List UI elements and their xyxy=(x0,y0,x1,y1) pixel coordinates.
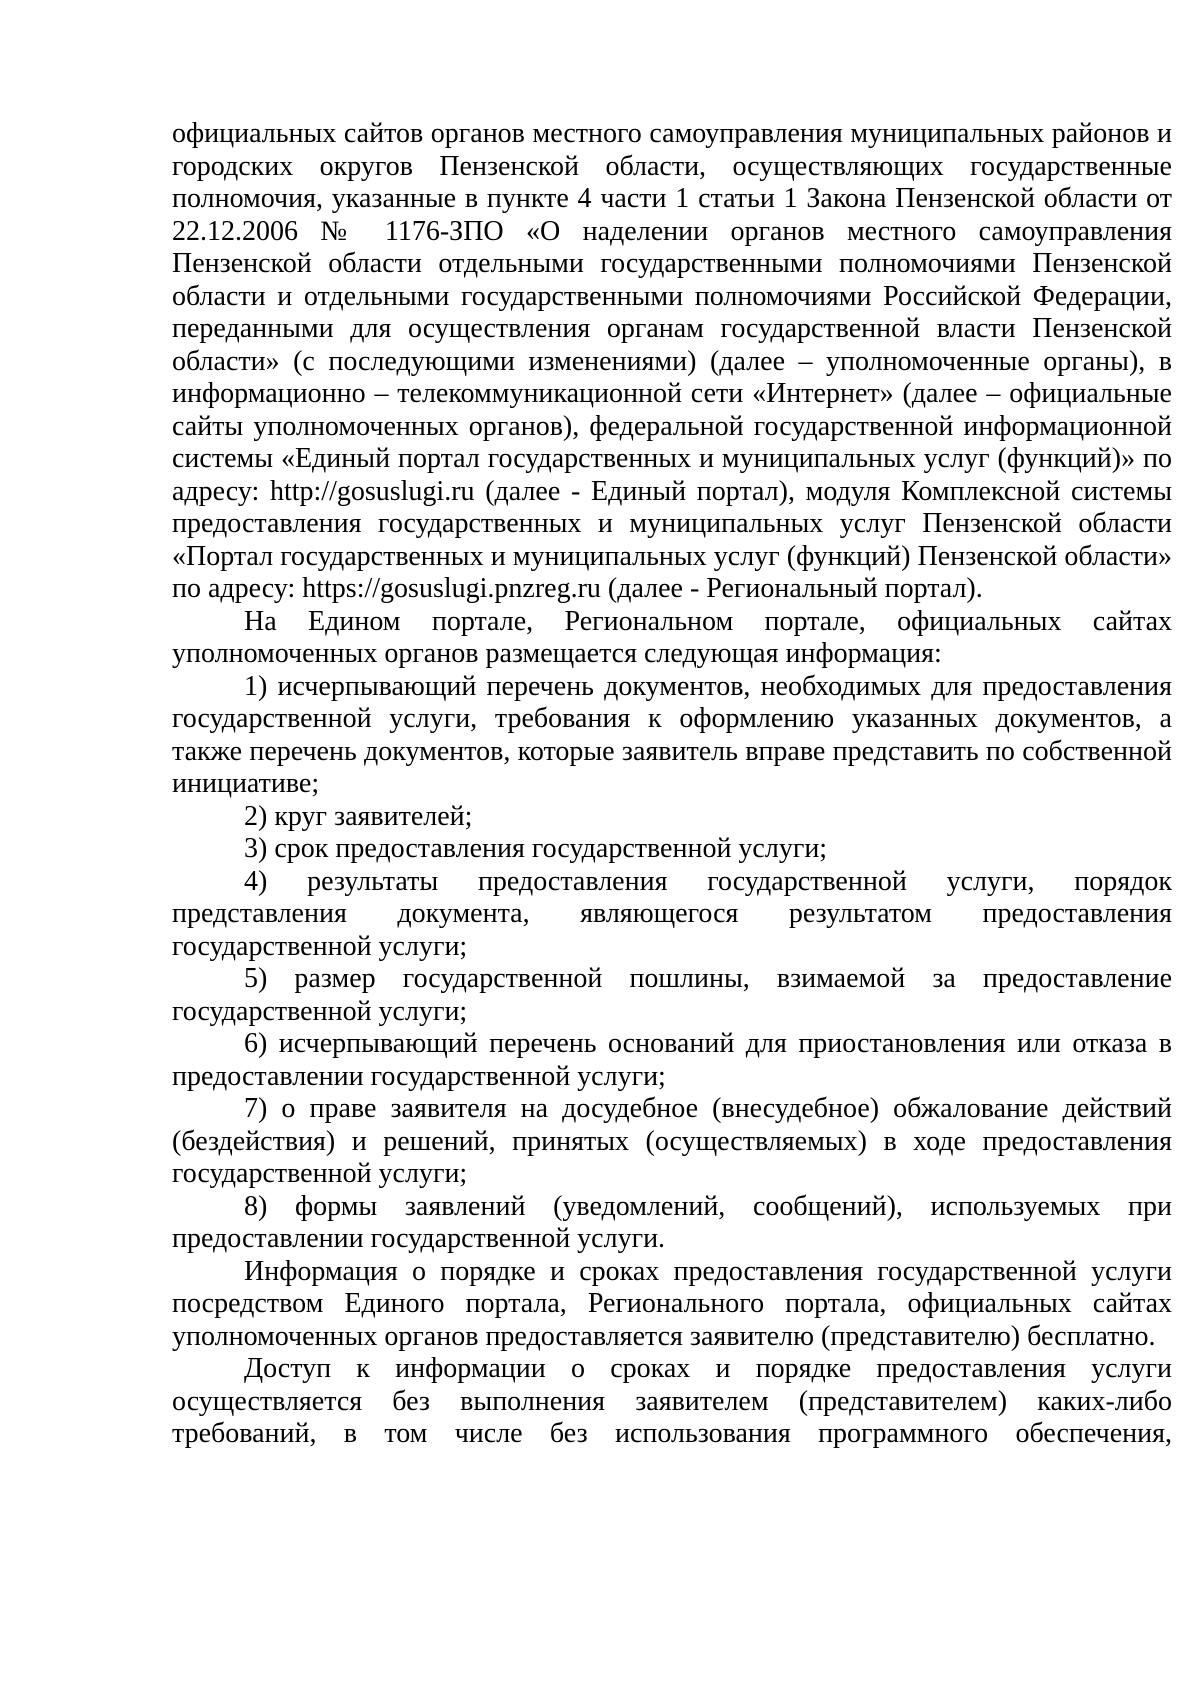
list-item-fee: 5) размер государственной пошлины, взимаемой за предоставление государственной услуги; xyxy=(172,963,1172,1027)
document-page xyxy=(172,118,1172,1451)
paragraph-free-info: Информация о порядке и сроках предоставления государственной услуги посредством Единого портала, Регионального портала, официальных сайтах уполномоченных органов предоставляется заявителю (представителю) бесплатно. xyxy=(172,1255,1172,1352)
list-item-applicants: 2) круг заявителей; xyxy=(244,800,473,832)
paragraph-info-intro: На Едином портале, Региональном портале, официальных сайтах уполномоченных органов размещается следующая информация: xyxy=(172,605,1172,669)
paragraph-intro-continuation: официальных сайтов органов местного самоуправления муниципальных районов и городских округов Пензенской области, осуществляющих государственные полномочия, указанные в пункте 4 части 1 статьи 1 Закона Пензенской области от 22.12.2006 № 1176-ЗПО «О наделении органов местного самоуправления Пензенской области отдельными государственными полномочиями Пензенской области и отдельными государственными полномочиями Российской Федерации, переданными для осуществления органам государственной власти Пензенской области» (с последующими изменениями) (далее – уполномоченные органы), в информационно – телекоммуникационной сети «Интернет» (далее – официальные сайты уполномоченных органов), федеральной государственной информационной системы «Единый портал государственных и муниципальных услуг (функций)» по адресу: http://gosuslugi.ru (далее - Единый портал), модуля Комплексной системы предоставления государственных и муниципальных услуг Пензенской области «Портал государственных и муниципальных услуг (функций) Пензенской области» по адресу: https://gosuslugi.pnzreg.ru (далее - Региональный портал). xyxy=(172,118,1172,604)
list-item-forms: 8) формы заявлений (уведомлений, сообщений), используемых при предоставлении государственной услуги. xyxy=(172,1190,1172,1254)
paragraph-access: Доступ к информации о сроках и порядке предоставления услуги осуществляется без выполнения заявителем (представителем) каких-либо требований, в том числе без использования программного обеспечения, xyxy=(172,1353,1172,1449)
list-item-term: 3) срок предоставления государственной услуги; xyxy=(244,833,828,864)
list-item-appeal-right: 7) о праве заявителя на досудебное (внесудебное) обжалование действий (бездействия) и решений, принятых (осуществляемых) в ходе предоставления государственной услуги; xyxy=(172,1093,1172,1189)
list-item-refusal-grounds: 6) исчерпывающий перечень оснований для приостановления или отказа в предоставлении государственной услуги; xyxy=(172,1028,1172,1092)
list-item-documents: 1) исчерпывающий перечень документов, необходимых для предоставления государственной услуги, требования к оформлению указанных документов, а также перечень документов, которые заявитель вправе представить по собственной инициативе; xyxy=(172,670,1172,799)
list-item-results: 4) результаты предоставления государственной услуги, порядок представления документа, являющегося результатом предоставления государственной услуги; xyxy=(172,865,1172,962)
